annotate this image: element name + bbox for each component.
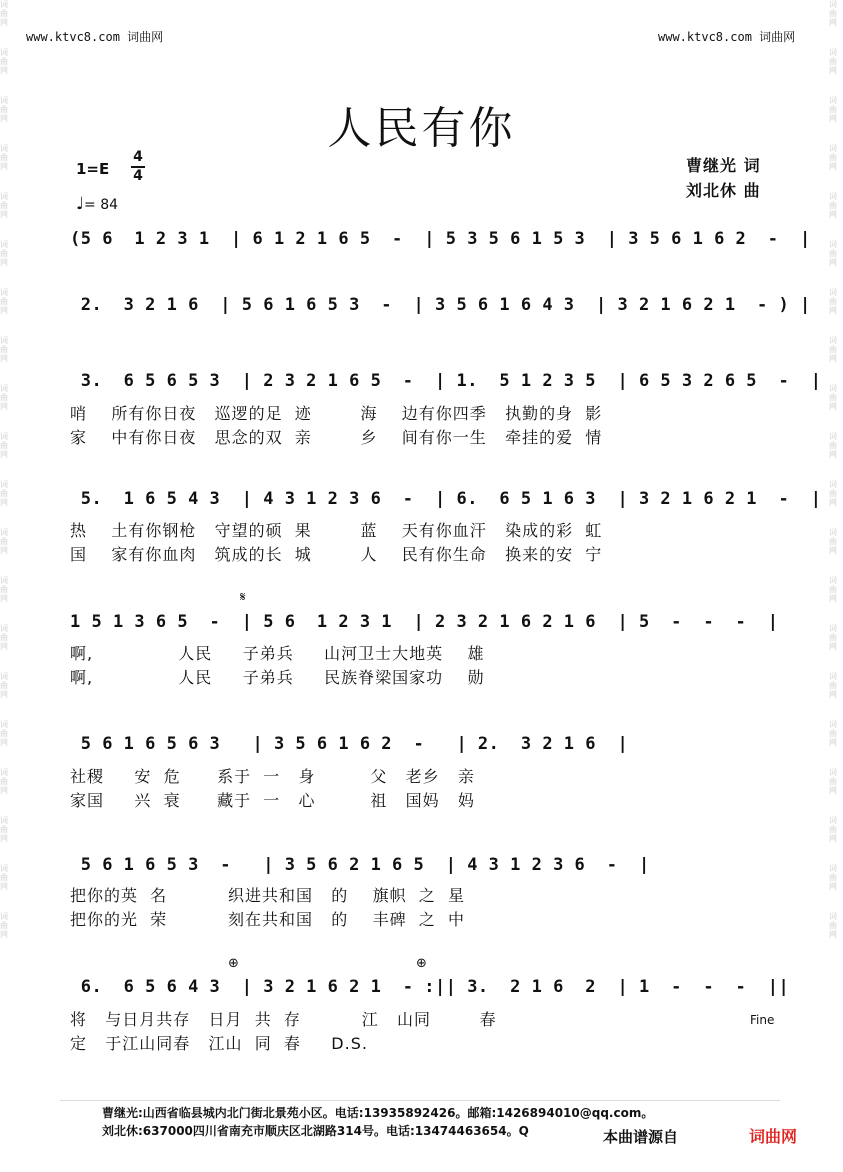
composer-contact: 刘北休:637000四川省南充市顺庆区北湖路314号。电话:13474463654。Q <box>102 1124 529 1138</box>
lyric-row-4-verse-2: 国 家有你血肉 筑成的长 城 人 民有你生命 换来的安 宁 <box>70 545 603 564</box>
coda-icon-first: ⊕ <box>228 956 239 971</box>
score-row-3: 3. 6 5 6 5 3 | 2 3 2 1 6 5 - | 1. 5 1 2 3 5 | 6 5 3 2 6 5 - | <box>70 371 822 391</box>
lyric-row-7-verse-2: 把你的光 荣 刻在共和国 的 丰碑 之 中 <box>70 910 465 929</box>
right-watermark-strip: 词曲网 词曲网 词曲网 词曲网 词曲网 词曲网 词曲网 词曲网 词曲网 词曲网 词曲网 词曲网 词曲网 词曲网 词曲网 词曲网 词曲网 词曲网 词曲网 词曲网 <box>829 0 837 939</box>
quarter-note-icon: ♩ <box>76 194 85 214</box>
footer-divider <box>60 1100 780 1101</box>
meter-bottom: 4 <box>133 168 143 184</box>
lyric-row-6-verse-2: 家国 兴 衰 藏于 一 心 祖 国妈 妈 <box>70 791 475 810</box>
score-row-7: 5 6 1 6 5 3 - | 3 5 6 2 1 6 5 | 4 3 1 2 3 6 - | <box>70 855 650 875</box>
source-site-link[interactable]: 词曲网 <box>749 1127 798 1146</box>
score-row-8: 6. 6 5 6 4 3 | 3 2 1 6 2 1 - :|| 3. 2 1 6 2 | 1 - - - || <box>70 977 790 997</box>
lyric-row-5-verse-1: 啊, 人民 子弟兵 山河卫士大地英 雄 <box>70 644 485 663</box>
fine-mark: Fine <box>750 1013 775 1027</box>
lyricist-contact: 曹继光:山西省临县城内北门街北景苑小区。电话:13935892426。邮箱:1426894010@qq.com。 <box>102 1106 654 1120</box>
tempo-value: = 84 <box>84 197 119 213</box>
lyric-row-8-verse-2: 定 于江山同春 江山 同 春 D.S. <box>70 1034 368 1053</box>
key-signature: 1=E <box>76 160 110 178</box>
segno-icon: 𝄋 <box>240 590 246 605</box>
lyric-row-6-verse-1: 社稷 安 危 系于 一 身 父 老乡 亲 <box>70 767 475 786</box>
lyric-row-3-verse-2: 家 中有你日夜 思念的双 亲 乡 间有你一生 牵挂的爱 情 <box>70 428 603 447</box>
site-url-right[interactable]: www.ktvc8.com 词曲网 <box>658 30 796 44</box>
lyric-row-7-verse-1: 把你的英 名 织进共和国 的 旗帜 之 星 <box>70 886 465 905</box>
lyric-row-8-verse-1: 将 与日月共存 日月 共 存 江 山同 春 <box>70 1010 497 1029</box>
score-row-1: (5 6 1 2 3 1 | 6 1 2 1 6 5 - | 5 3 5 6 1 5 3 | 3 5 6 1 6 2 - | <box>70 229 811 249</box>
tempo-mark <box>76 194 118 214</box>
meter-top: 4 <box>133 149 143 165</box>
score-row-2: 2. 3 2 1 6 | 5 6 1 6 5 3 - | 3 5 6 1 6 4 3 | 3 2 1 6 2 1 - ) | <box>70 295 811 315</box>
lyric-row-5-verse-2: 啊, 人民 子弟兵 民族脊梁国家功 勋 <box>70 668 485 687</box>
coda-icon-second: ⊕ <box>416 956 427 971</box>
lyric-row-4-verse-1: 热 土有你钢枪 守望的硕 果 蓝 天有你血汗 染成的彩 虹 <box>70 521 603 540</box>
score-row-6: 5 6 1 6 5 6 3 | 3 5 6 1 6 2 - | 2. 3 2 1 6 | <box>70 734 629 754</box>
lyricist-credit: 曹继光 词 <box>686 156 761 175</box>
score-row-5: 1 5 1 3 6 5 - | 5 6 1 2 3 1 | 2 3 2 1 6 2 1 6 | 5 - - - | <box>70 612 779 632</box>
score-row-4: 5. 1 6 5 4 3 | 4 3 1 2 3 6 - | 6. 6 5 1 6 3 | 3 2 1 6 2 1 - | <box>70 489 822 509</box>
lyric-row-3-verse-1: 哨 所有你日夜 巡逻的足 迹 海 边有你四季 执勤的身 影 <box>70 404 603 423</box>
site-url-left[interactable]: www.ktvc8.com 词曲网 <box>26 30 164 44</box>
time-signature <box>131 150 145 184</box>
source-label: 本曲谱源自 <box>603 1128 679 1146</box>
composer-credit: 刘北休 曲 <box>686 181 761 200</box>
left-watermark-strip: 词曲网 词曲网 词曲网 词曲网 词曲网 词曲网 词曲网 词曲网 词曲网 词曲网 词曲网 词曲网 词曲网 词曲网 词曲网 词曲网 词曲网 词曲网 词曲网 词曲网 <box>0 0 8 939</box>
song-title: 人民有你 <box>327 103 516 154</box>
